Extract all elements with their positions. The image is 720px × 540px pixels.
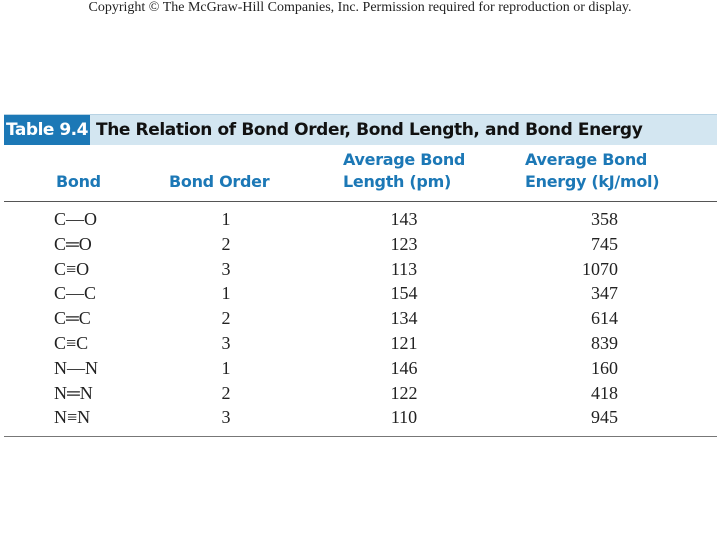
- cell-bond: C═C: [54, 308, 91, 329]
- header-bond-length: [343, 149, 465, 193]
- cell-bond-length: 134: [390, 308, 418, 329]
- cell-bond-energy: 347: [591, 283, 618, 304]
- table-title: The Relation of Bond Order, Bond Length, and Bond Energy: [96, 120, 643, 140]
- cell-bond-energy: 945: [591, 407, 618, 428]
- cell-bond-order: 1: [221, 209, 231, 229]
- cell-bond: N═N: [54, 382, 93, 403]
- cell-bond-length: 122: [390, 382, 418, 403]
- table-row: [4, 207, 717, 232]
- table-number: Table 9.4: [4, 115, 90, 145]
- cell-bond-order: 2: [221, 233, 231, 254]
- cell-bond-length: 123: [390, 233, 418, 254]
- copyright-notice: Copyright © The McGraw-Hill Companies, Inc. Permission required for reproduction or display.: [88, 0, 632, 15]
- table-body: [4, 202, 717, 430]
- cell-bond-energy: 358: [591, 209, 618, 229]
- cell-bond-length: 110: [390, 407, 418, 428]
- cell-bond-length: 154: [390, 283, 418, 304]
- cell-bond-energy: 418: [591, 382, 618, 403]
- cell-bond-length: 113: [390, 258, 418, 279]
- cell-bond-order: 3: [221, 332, 231, 353]
- cell-bond-energy: 614: [591, 308, 618, 329]
- header-bond-energy-line2: Energy (kJ/mol): [525, 172, 660, 191]
- table-row: [4, 257, 717, 282]
- header-bond-energy: [525, 149, 659, 193]
- header-bond-length-line2: Length (pm): [343, 172, 451, 191]
- cell-bond: C═O: [54, 233, 92, 254]
- cell-bond-length: 146: [390, 357, 418, 378]
- cell-bond-order: 1: [221, 283, 231, 304]
- cell-bond-order: 3: [221, 407, 231, 428]
- header-bond-energy-line1: Average Bond: [525, 150, 648, 169]
- table-row: [4, 405, 717, 430]
- cell-bond-energy: 160: [591, 357, 618, 378]
- table-row: [4, 381, 717, 406]
- table-row: [4, 356, 717, 381]
- cell-bond: N—N: [54, 357, 98, 378]
- cell-bond-order: 2: [221, 308, 231, 329]
- cell-bond: C≡C: [54, 332, 89, 353]
- table-row: [4, 281, 717, 306]
- cell-bond-order: 2: [221, 382, 231, 403]
- bond-table: [4, 114, 717, 437]
- cell-bond: C≡O: [54, 258, 90, 279]
- cell-bond-energy: 745: [591, 233, 618, 254]
- cell-bond: C—C: [54, 283, 97, 304]
- header-bond: Bond: [56, 172, 101, 191]
- header-bond-order: Bond Order: [169, 172, 270, 191]
- cell-bond-length: 143: [390, 209, 418, 229]
- cell-bond: N≡N: [54, 407, 91, 428]
- cell-bond-order: 3: [221, 258, 231, 279]
- table-header-row: [4, 145, 717, 201]
- table-title-bar: [4, 114, 717, 145]
- table-row: [4, 306, 717, 331]
- table-row: [4, 331, 717, 356]
- header-bond-length-line1: Average Bond: [343, 150, 466, 169]
- cell-bond: C—O: [54, 209, 98, 229]
- cell-bond-order: 1: [221, 357, 231, 378]
- table-row: [4, 232, 717, 257]
- cell-bond-energy: 1070: [582, 258, 618, 279]
- table-bottom-rule: [4, 436, 717, 437]
- cell-bond-energy: 839: [591, 332, 618, 353]
- cell-bond-length: 121: [390, 332, 418, 353]
